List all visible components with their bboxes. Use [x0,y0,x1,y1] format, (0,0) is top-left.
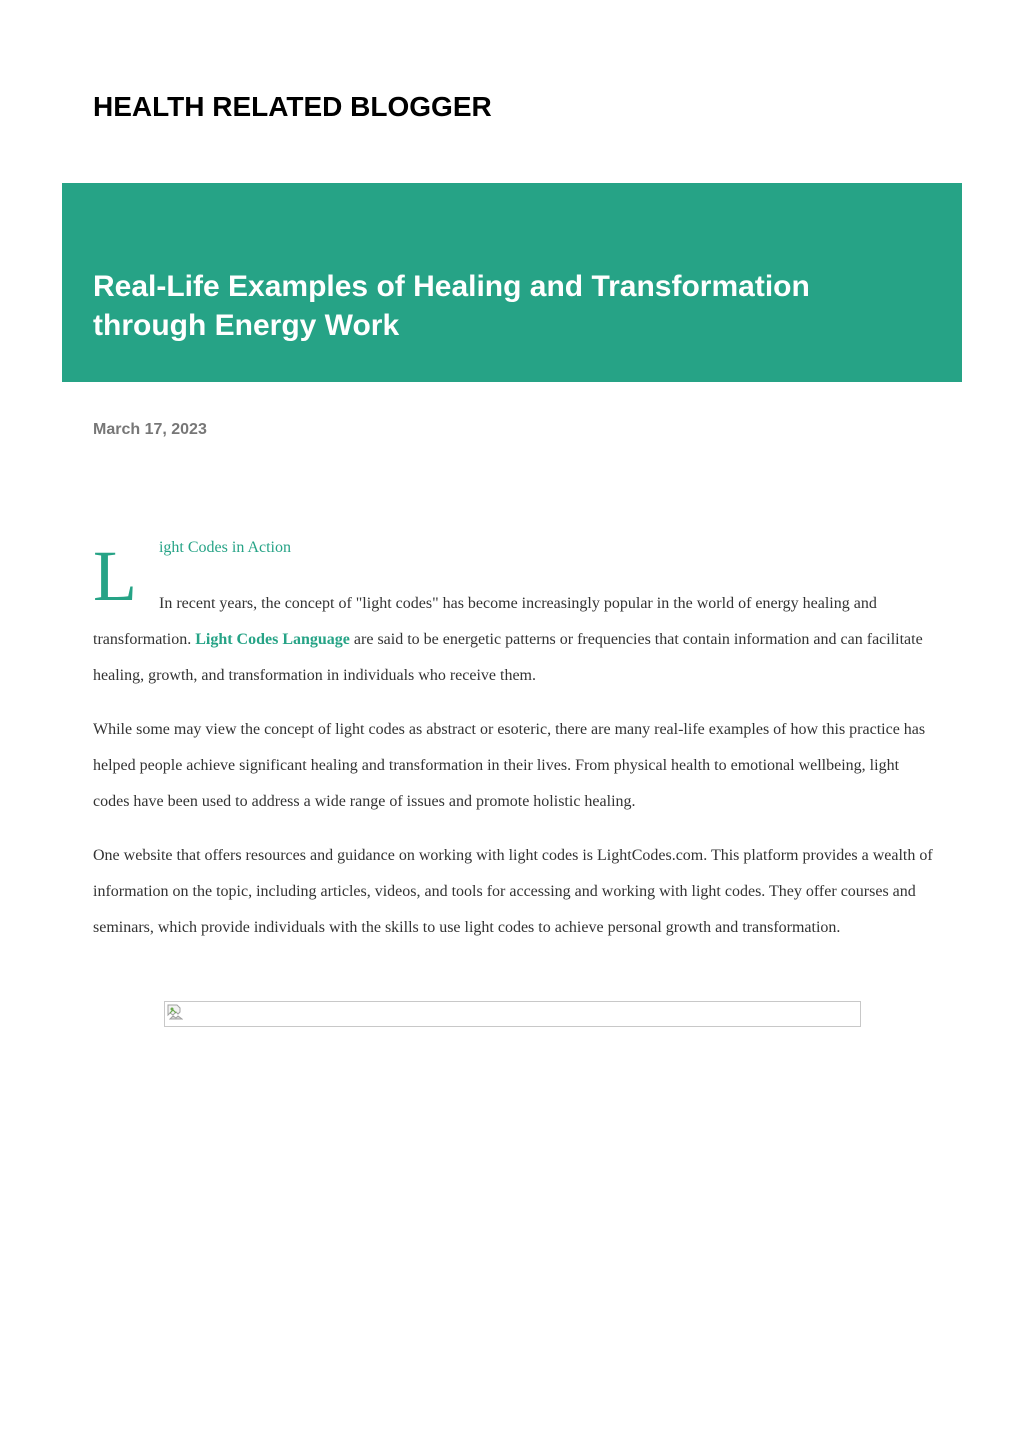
light-codes-language-link[interactable]: Light Codes Language [195,631,350,648]
post-image-placeholder [164,1001,861,1027]
blog-title-link[interactable]: HEALTH RELATED BLOGGER [93,91,492,122]
section-subheading: ight Codes in Action [158,539,291,556]
post-header-banner [62,183,962,382]
paragraph-1-text-before: In recent years, the concept of "light codes" has become increasingly popular in the world of energy healing and transformation. [93,595,877,648]
paragraph-2: While some may view the concept of light codes as abstract or esoteric, there are many real-life examples of how this practice has helped people achieve significant healing and transformation in their lives. From physical health to emotional wellbeing, light codes have been used to address a wide range of issues and promote holistic healing. [93,721,926,810]
paragraph-1-text-after: are said to be energetic patterns or frequencies that contain information and can facilitate healing, growth, and transformation in individuals who receive them. [93,631,923,684]
paragraph-3: One website that offers resources and guidance on working with light codes is LightCodes.com. This platform provides a wealth of information on the topic, including articles, videos, and tools for accessing and working with light codes. They offer courses and seminars, which provide individuals with the skills to use light codes to achieve personal growth and transformation. [93,847,933,936]
broken-image-icon [167,1004,183,1020]
post-title: Real-Life Examples of Healing and Transformation through Energy Work [93,270,810,342]
post-body [93,532,938,964]
paragraph-1 [93,586,938,694]
post-date: March 17, 2023 [93,421,207,438]
drop-cap: L [93,536,137,616]
